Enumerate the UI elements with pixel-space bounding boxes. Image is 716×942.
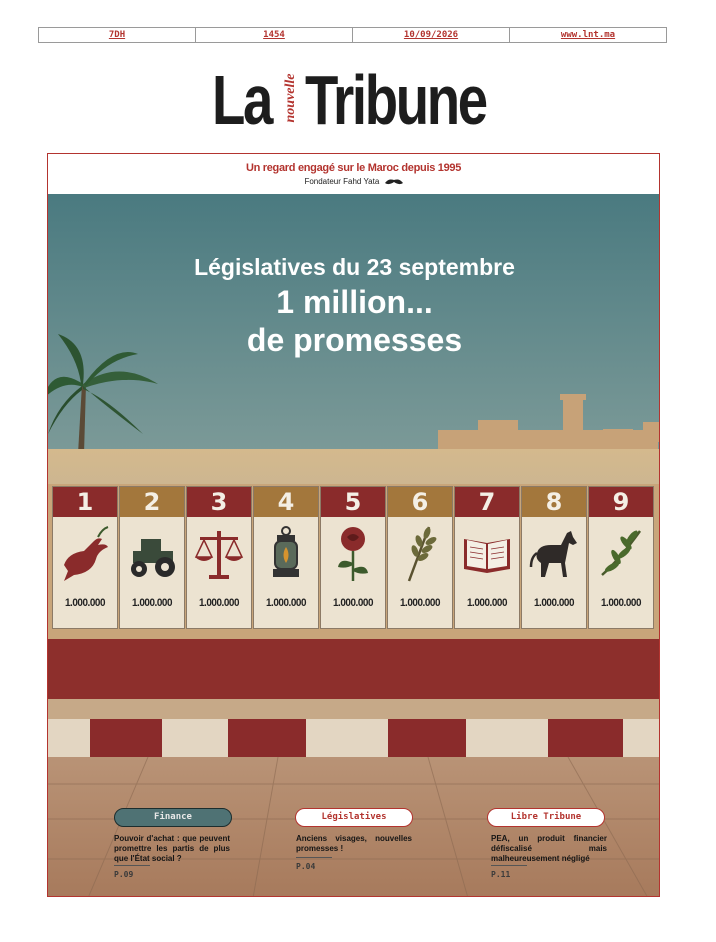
top-info-bar bbox=[38, 27, 667, 43]
headline-line-2: 1 million... bbox=[276, 284, 433, 320]
panel-number: 5 bbox=[321, 487, 385, 517]
panel-number: 3 bbox=[187, 487, 251, 517]
panel-number: 4 bbox=[254, 487, 318, 517]
horse-icon bbox=[527, 523, 581, 583]
website-link[interactable]: www.lnt.ma bbox=[560, 30, 616, 40]
founder-line bbox=[48, 177, 659, 186]
panel-value: 1.000.000 bbox=[601, 597, 641, 609]
divider bbox=[296, 857, 332, 858]
page-ref-finance[interactable]: P.09 bbox=[114, 870, 134, 879]
ballot-panel-9 bbox=[588, 486, 654, 629]
ballot-panel-2 bbox=[119, 486, 185, 629]
panel-value: 1.000.000 bbox=[534, 597, 574, 609]
mustache-icon bbox=[385, 179, 403, 185]
panel-number: 2 bbox=[120, 487, 184, 517]
cover-image bbox=[48, 194, 660, 897]
ballot-panel-8 bbox=[521, 486, 587, 629]
tagline: Un regard engagé sur le Maroc depuis 1995 bbox=[245, 162, 462, 174]
issue-number-cell[interactable]: 1454 bbox=[196, 28, 353, 42]
panel-value: 1.000.000 bbox=[400, 597, 440, 609]
tractor-icon bbox=[125, 523, 179, 583]
story-libre-tribune[interactable]: PEA, un produit financier défiscalisé mais malheureusement négligé bbox=[491, 834, 607, 863]
dove-icon bbox=[58, 523, 112, 583]
section-libre-tribune-button[interactable]: Libre Tribune bbox=[487, 808, 605, 827]
divider bbox=[491, 865, 527, 866]
panel-number: 8 bbox=[522, 487, 586, 517]
panel-value: 1.000.000 bbox=[132, 597, 172, 609]
wheat-icon bbox=[393, 523, 447, 583]
story-legislatives[interactable]: Anciens visages, nouvelles promesses ! bbox=[296, 834, 412, 853]
section-finance-button[interactable]: Finance bbox=[114, 808, 232, 827]
page-ref-libre-tribune[interactable]: P.11 bbox=[491, 870, 511, 879]
headline-line-1: Législatives du 23 septembre bbox=[194, 254, 515, 280]
divider bbox=[114, 865, 150, 866]
logo-nouvelle: nouvelle bbox=[283, 73, 298, 123]
tagline-box bbox=[48, 154, 659, 195]
panel-number: 9 bbox=[589, 487, 653, 517]
logo-la: La bbox=[212, 61, 272, 139]
panel-value: 1.000.000 bbox=[199, 597, 239, 609]
story-finance[interactable]: Pouvoir d'achat : que peuvent promettre les partis de plus que l'État social ? bbox=[114, 834, 230, 863]
panel-number: 6 bbox=[388, 487, 452, 517]
panel-value: 1.000.000 bbox=[333, 597, 373, 609]
ballot-panel-7 bbox=[454, 486, 520, 629]
ballot-panel-6 bbox=[387, 486, 453, 629]
rose-icon bbox=[326, 523, 380, 583]
masthead-logo bbox=[0, 62, 716, 142]
panel-value: 1.000.000 bbox=[65, 597, 105, 609]
ballot-panel-3 bbox=[186, 486, 252, 629]
date-cell[interactable]: 10/09/2026 bbox=[353, 28, 510, 42]
panel-number: 1 bbox=[53, 487, 117, 517]
ballot-panel-4 bbox=[253, 486, 319, 629]
book-icon bbox=[460, 523, 514, 583]
page-ref-legislatives[interactable]: P.04 bbox=[296, 862, 316, 871]
price-cell[interactable]: 7DH bbox=[39, 28, 196, 42]
ballot-panel-5 bbox=[320, 486, 386, 629]
logo-tribune: Tribune bbox=[305, 61, 486, 139]
olive-branch-icon bbox=[594, 523, 648, 583]
ballot-panel-1 bbox=[52, 486, 118, 629]
panel-value: 1.000.000 bbox=[467, 597, 507, 609]
panel-value: 1.000.000 bbox=[266, 597, 306, 609]
panel-number: 7 bbox=[455, 487, 519, 517]
headline-line-3: de promesses bbox=[246, 322, 463, 358]
scales-icon bbox=[192, 523, 246, 583]
cover-frame bbox=[47, 153, 660, 897]
founder-text: Fondateur Fahd Yata bbox=[304, 177, 380, 186]
lantern-icon bbox=[259, 523, 313, 583]
section-legislatives-button[interactable]: Législatives bbox=[295, 808, 413, 827]
